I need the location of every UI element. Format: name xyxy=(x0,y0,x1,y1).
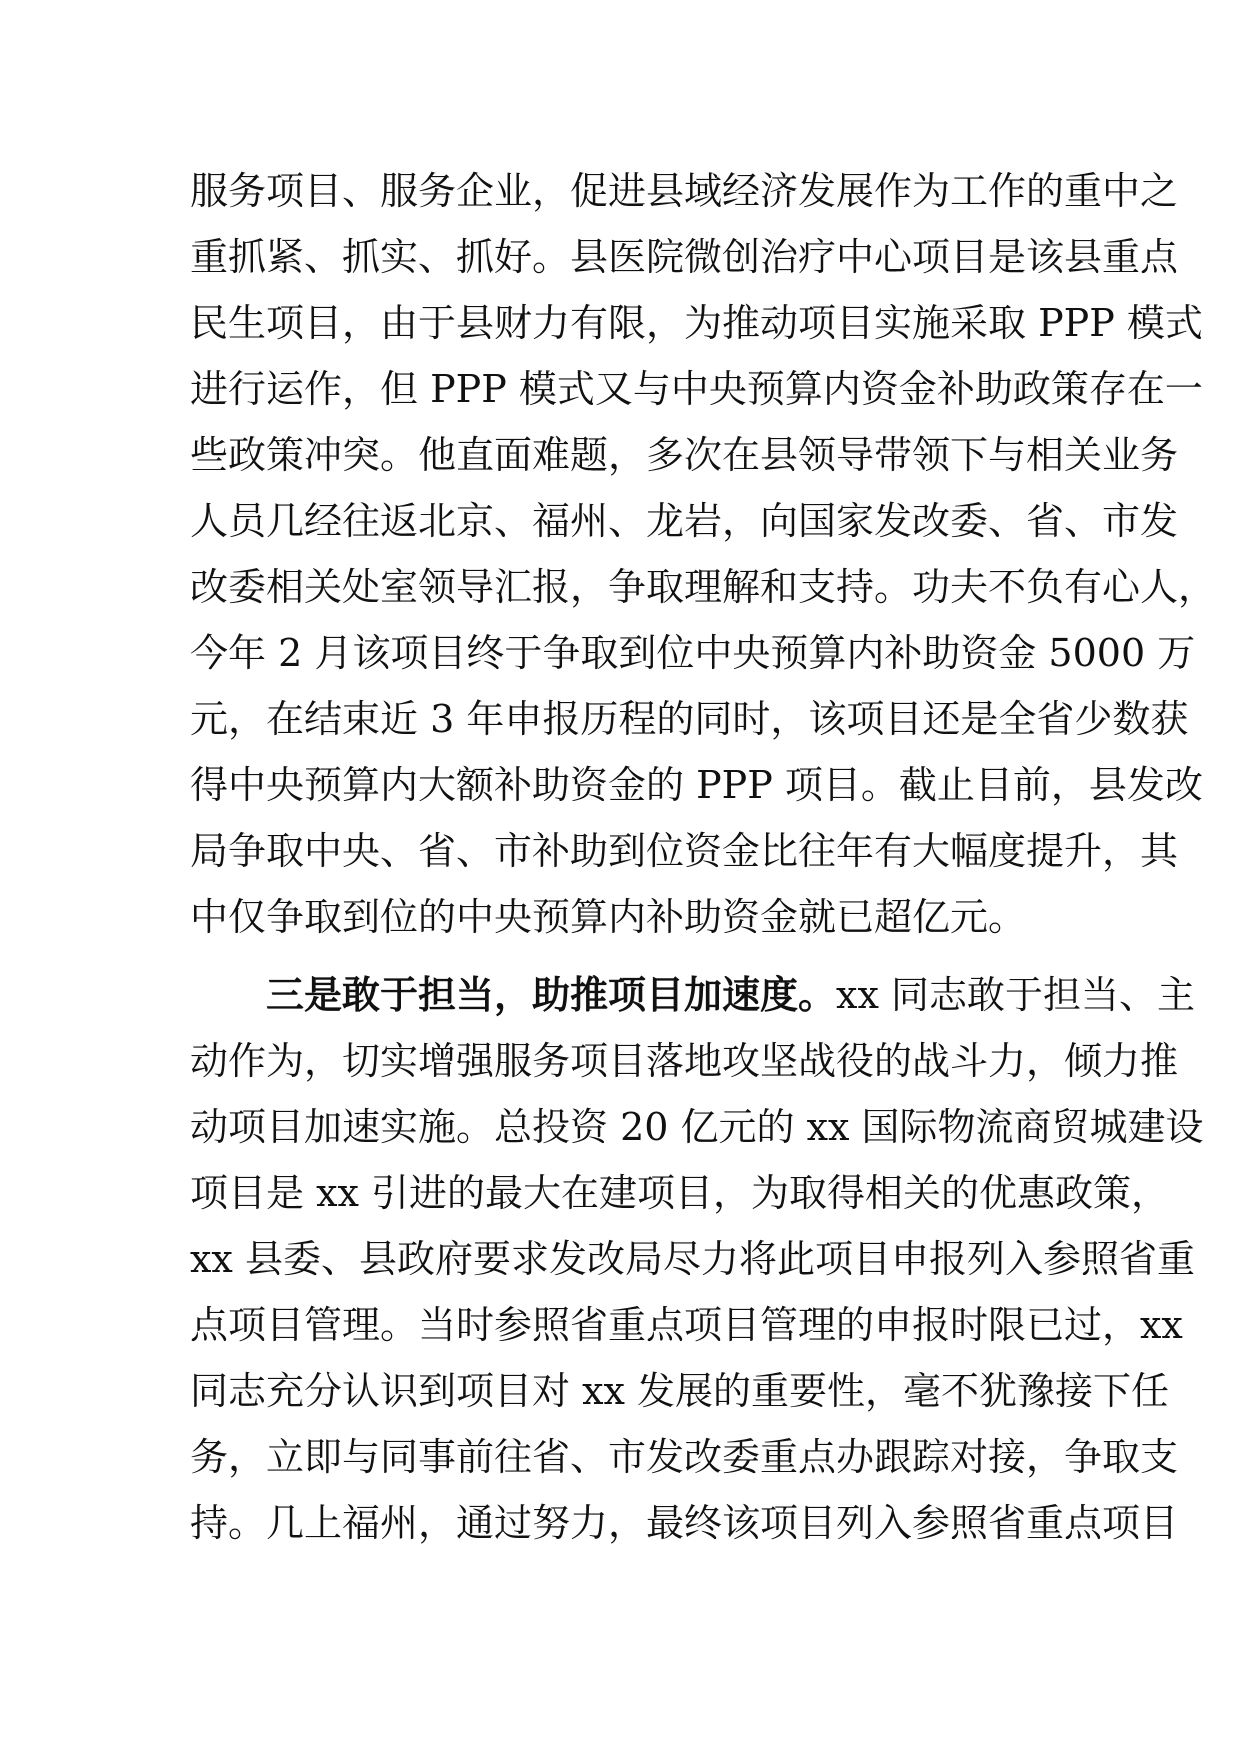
paragraph-line-rest: xx 同志敢于担当、主 xyxy=(836,973,1195,1017)
section-heading: 三是敢于担当，助推项目加速度。 xyxy=(266,972,837,1017)
paragraph-line: 服务项目、服务企业，促进县域经济发展作为工作的重中之 xyxy=(190,169,1179,213)
paragraph-line: 项目是 xx 引进的最大在建项目，为取得相关的优惠政策， xyxy=(190,1171,1170,1215)
paragraph-line: 人员几经往返北京、福州、龙岩，向国家发改委、省、市发 xyxy=(190,499,1179,543)
paragraph-line: xx 县委、县政府要求发改局尽力将此项目申报列入参照省重 xyxy=(190,1237,1195,1281)
document-body xyxy=(190,158,1217,1556)
paragraph-line: 持。几上福州，通过努力，最终该项目列入参照省重点项目 xyxy=(190,1501,1179,1545)
paragraph-line: 动作为，切实增强服务项目落地攻坚战役的战斗力，倾力推 xyxy=(190,1039,1179,1083)
paragraph-line: 同志充分认识到项目对 xx 发展的重要性，毫不犹豫接下任 xyxy=(190,1369,1170,1413)
paragraph-line: 重抓紧、抓实、抓好。县医院微创治疗中心项目是该县重点 xyxy=(190,235,1179,279)
paragraph-line: 进行运作，但 PPP 模式又与中央预算内资金补助政策存在一 xyxy=(190,367,1203,411)
paragraph-line: 点项目管理。当时参照省重点项目管理的申报时限已过，xx xyxy=(190,1303,1183,1347)
paragraph-line: 些政策冲突。他直面难题，多次在县领导带领下与相关业务 xyxy=(190,433,1179,477)
paragraph-line: 务，立即与同事前往省、市发改委重点办跟踪对接，争取支 xyxy=(190,1435,1179,1479)
paragraph-line: 局争取中央、省、市补助到位资金比往年有大幅度提升，其 xyxy=(190,829,1179,873)
paragraph-1 xyxy=(190,158,1217,950)
paragraph-line: 中仅争取到位的中央预算内补助资金就已超亿元。 xyxy=(190,895,1027,939)
paragraph-first-line xyxy=(190,962,1195,1028)
paragraph-line: 动项目加速实施。总投资 20 亿元的 xx 国际物流商贸城建设 xyxy=(190,1105,1204,1149)
paragraph-line: 元，在结束近 3 年申报历程的同时，该项目还是全省少数获 xyxy=(190,697,1189,741)
paragraph-gap xyxy=(190,950,1050,962)
paragraph-line: 得中央预算内大额补助资金的 PPP 项目。截止目前，县发改 xyxy=(190,763,1203,807)
paragraph-line: 改委相关处室领导汇报，争取理解和支持。功夫不负有心人， xyxy=(190,565,1217,609)
paragraph-line: 今年 2 月该项目终于争取到位中央预算内补助资金 5000 万 xyxy=(190,631,1196,675)
paragraph-2 xyxy=(190,962,1204,1556)
paragraph-line: 民生项目，由于县财力有限，为推动项目实施采取 PPP 模式 xyxy=(190,301,1203,345)
